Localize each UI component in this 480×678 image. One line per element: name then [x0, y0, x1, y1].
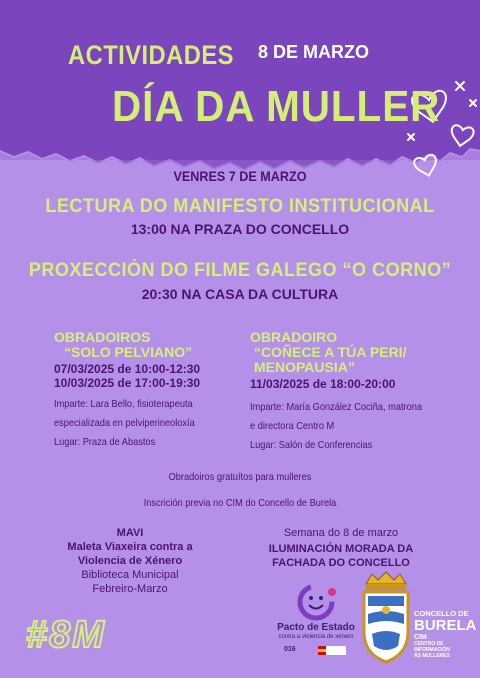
- workshop-title: OBRADOIROS: [54, 329, 151, 345]
- mavi-line: Febreiro-Marzo: [92, 583, 168, 595]
- mavi-line: Maleta Viaxeira contra a: [67, 541, 193, 553]
- mavi-line: Biblioteca Municipal: [81, 569, 179, 581]
- cim-sub: ÁS MULLERES: [414, 653, 450, 659]
- page-title: DÍA DA MULLER: [112, 82, 441, 131]
- workshop-imparte: Imparte: Lara Bello, fisioterapeuta: [54, 398, 193, 410]
- semana-line: Semana do 8 de marzo: [283, 527, 399, 539]
- mavi-line: Violencia de Xénero: [77, 555, 183, 567]
- semana-line: ILUMINACIÓN MORADA DA: [268, 543, 414, 555]
- concello-line: CONCELLO DE: [414, 609, 469, 618]
- workshop-lugar: Lugar: Salón de Conferencias: [250, 439, 373, 451]
- semana-line: FACHADA DO CONCELLO: [272, 557, 410, 569]
- workshop-lugar: Lugar: Praza de Abastos: [54, 436, 156, 448]
- hashtag: #8M: [26, 614, 106, 656]
- workshop-subtitle: MENOPAUSIA”: [254, 359, 355, 375]
- pacto-smile-icon: [292, 582, 340, 622]
- ministry-flag-icon: [318, 646, 346, 655]
- cim-sub: CENTRO DE: [414, 641, 444, 647]
- workshop-right: [250, 330, 450, 452]
- workshop-title: OBRADOIRO: [250, 329, 338, 345]
- mavi-title: MAVI: [116, 527, 144, 539]
- workshop-imparte: Imparte: María González Cociña, matrona: [250, 401, 423, 413]
- registration-note: Inscrición previa no CIM do Concello de Burela: [143, 497, 337, 509]
- date-heading: 8 DE MARZO: [258, 42, 370, 62]
- workshop-imparte: e directora Centro M: [250, 420, 335, 432]
- cim-sub: INFORMACIÓN: [414, 647, 450, 653]
- event-title: LECTURA DO MANIFESTO INSTITUCIONAL: [45, 196, 435, 217]
- event-subtitle: 20:30 NA CASA DA CULTURA: [141, 286, 339, 302]
- workshop-time: 07/03/2025 de 10:00-12:30: [54, 362, 201, 376]
- actividades-heading: ACTIVIDADES: [68, 40, 234, 70]
- pacto-title: Pacto de Estado: [277, 622, 355, 633]
- concello-logo: [414, 609, 480, 659]
- workshop-subtitle: “COÑECE A TÚA PERI/: [254, 344, 407, 360]
- event-title: PROXECCIÓN DO FILME GALEGO “O CORNO”: [28, 260, 452, 281]
- mavi-block: [40, 526, 220, 596]
- pacto-subtitle: contra a violencia de xénero: [278, 634, 354, 640]
- workshop-time: 11/03/2025 de 18:00-20:00: [250, 377, 396, 391]
- workshop-imparte: especializada en pelviperineoloxía: [54, 417, 195, 429]
- workshop-time: 10/03/2025 de 17:00-19:30: [54, 376, 201, 390]
- semana-block: [246, 526, 436, 570]
- cim-label: CIM: [414, 634, 427, 641]
- phone-016: 016: [284, 646, 296, 653]
- free-note: Obradoiros gratuítos para mulleres: [168, 471, 312, 483]
- event-subtitle: 13:00 NA PRAZA DO CONCELLO: [130, 221, 350, 237]
- pacto-logo: [268, 582, 364, 662]
- venres-date: VENRES 7 DE MARZO: [173, 168, 307, 184]
- coat-of-arms-icon: [358, 570, 414, 666]
- concello-name: BURELA: [414, 617, 477, 634]
- workshop-subtitle: “SOLO PELVIANO”: [64, 344, 193, 360]
- workshop-left: [54, 330, 244, 449]
